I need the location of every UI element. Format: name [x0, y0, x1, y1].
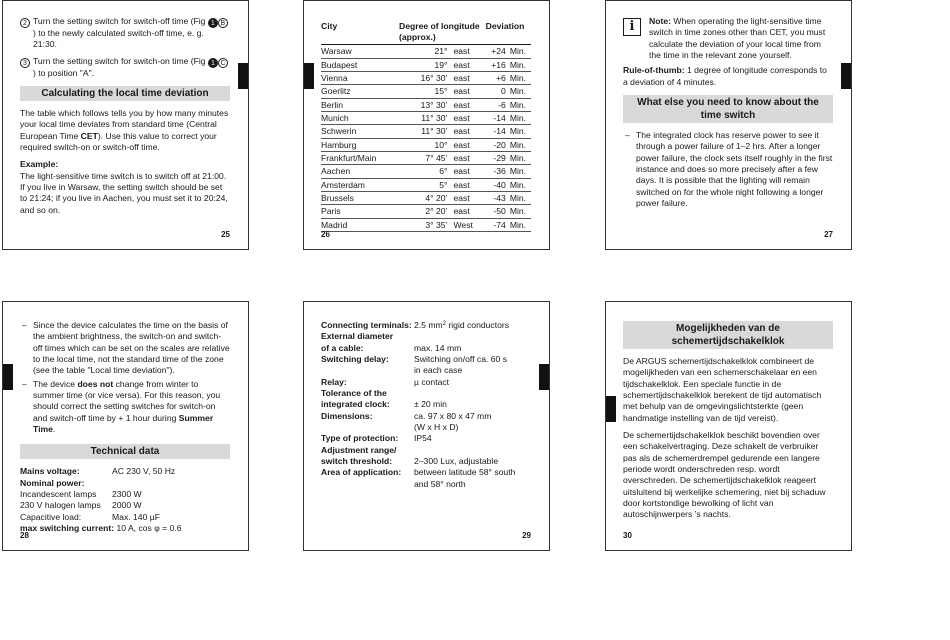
longitude-cell: 2° 20’: [399, 205, 453, 218]
spec-row: Switching delay: Switching on/off ca. 60 s: [321, 354, 507, 365]
example-paragraph: The light-sensitive time switch is to switch off at 21:00. If you live in Warsaw, the setting switch should be set to 21:24; if you live in Aachen, you must set it to 20:24, and so on.: [20, 170, 228, 215]
direction-cell: east: [453, 45, 485, 58]
thumb-tab-marker: [238, 63, 248, 89]
deviation-cell: +6: [486, 72, 510, 85]
step-2: 2 Turn the setting switch for switch-off time (Fig 1 B) to the newly calculated switch-off time, e. g. 21:30.: [20, 16, 230, 51]
longitude-cell: 3° 35’: [399, 218, 453, 231]
step-3: 3 Turn the setting switch for switch-on time (Fig 1 C) to position "A".: [20, 56, 230, 79]
section-heading: Mogelijkheden van de schemertijdschakelklok: [623, 321, 833, 349]
table-row: [321, 98, 531, 111]
spec-row: 230 V halogen lamps 2000 W: [20, 500, 142, 511]
page-number: 27: [824, 230, 833, 240]
spec-row: Dimensions: ca. 97 x 80 x 47 mm: [321, 410, 492, 421]
city-cell: Berlin: [321, 98, 399, 111]
table-row: [321, 125, 531, 138]
deviation-cell: +24: [486, 45, 510, 58]
section-heading: Technical data: [20, 444, 230, 459]
info-icon: i: [623, 18, 641, 36]
unit-cell: Min.: [510, 192, 531, 205]
unit-cell: Min.: [510, 138, 531, 151]
page-number: 30: [623, 531, 632, 541]
figure-badge: 1: [208, 58, 218, 68]
section-heading: Calculating the local time deviation: [20, 86, 230, 101]
table-row: [321, 178, 531, 191]
spec-row: Adjustment range/: [321, 444, 397, 455]
unit-cell: Min.: [510, 178, 531, 191]
example-label: Example:: [20, 159, 59, 170]
spec-row: Incandescent lamps 2300 W: [20, 489, 142, 500]
thumb-tab-marker: [606, 396, 616, 422]
table-row: [321, 152, 531, 165]
step-number-circle: 3: [20, 58, 30, 68]
deviation-cell: +16: [486, 58, 510, 71]
spec-row: Nominal power:: [20, 477, 85, 488]
city-cell: Amsterdam: [321, 178, 399, 191]
deviation-cell: -29: [486, 152, 510, 165]
unit-cell: Min.: [510, 218, 531, 231]
city-cell: Vienna: [321, 72, 399, 85]
city-cell: Goerlitz: [321, 85, 399, 98]
direction-cell: east: [453, 98, 485, 111]
step-number-circle: 2: [20, 18, 30, 28]
city-cell: Brussels: [321, 192, 399, 205]
section-heading: What else you need to know about the time switch: [623, 95, 833, 123]
longitude-cell: 11° 30’: [399, 112, 453, 125]
city-cell: Hamburg: [321, 138, 399, 151]
longitude-cell: 4° 20’: [399, 192, 453, 205]
deviation-cell: -6: [486, 98, 510, 111]
longitude-cell: 11° 30’: [399, 125, 453, 138]
technical-specs: [321, 320, 531, 490]
unit-cell: Min.: [510, 98, 531, 111]
note-block: i Note: When operating the light-sensitive time switch in time zones other than CET, you must calculate the deviation of your local time from the time in the relevant zone yourself.: [623, 16, 833, 61]
spec-row: of a cable: max. 14 mm: [321, 342, 462, 353]
paragraph: De schemertijdschakelklok beschikt bovendien over een schakelvertraging. Deze schakelt de verbruiker pas als de schemerdrempel gedurende een langere periode wordt onderschreden resp. wordt overschreden. De schemertijdschakelklok reageert uitsluitend bij werkelijke schemering, niet bij schaduw door kortstondige bewolking of licht van autoschijnwerpers ’s nachts.: [623, 430, 826, 520]
spec-row: and 58° north: [414, 478, 466, 489]
manual-page-26: [303, 0, 550, 250]
thumb-tab-marker: [3, 364, 13, 390]
deviation-cell: -14: [486, 125, 510, 138]
direction-cell: east: [453, 178, 485, 191]
city-cell: Aachen: [321, 165, 399, 178]
longitude-cell: 13° 30’: [399, 98, 453, 111]
direction-cell: east: [453, 205, 485, 218]
deviation-cell: 0: [486, 85, 510, 98]
city-cell: Frankfurt/Main: [321, 152, 399, 165]
page-number: 25: [221, 230, 230, 240]
city-cell: Schwerin: [321, 125, 399, 138]
direction-cell: east: [453, 152, 485, 165]
unit-cell: Min.: [510, 205, 531, 218]
direction-cell: east: [453, 72, 485, 85]
unit-cell: Min.: [510, 58, 531, 71]
manual-page-25: [2, 0, 249, 250]
longitude-cell: 16° 30’: [399, 72, 453, 85]
paragraph: De ARGUS schemertijdschakelklok combineert de mogelijkheden van een schemerschakelaar en een tijdschakelklok. Een speciale functie in de schemertijdschakelklok berekent de tijd automatisch met behulp van de omgevingslichtsterkte (geen handmatige instelling van de tijd vereist).: [623, 356, 822, 423]
page-number: 26: [321, 230, 330, 240]
direction-cell: West: [453, 218, 485, 231]
spec-row: Mains voltage: AC 230 V, 50 Hz: [20, 466, 176, 477]
manual-page-30: [605, 301, 852, 551]
direction-cell: east: [453, 112, 485, 125]
deviation-cell: -20: [486, 138, 510, 151]
list-item: – Since the device calculates the time on the basis of the ambient brightness, the switch-on and switch-off times which can be set on the scales are relative to the local time, not the standard time of the zone (see the table "Local time deviation").: [22, 320, 230, 376]
longitude-cell: 6°: [399, 165, 453, 178]
direction-cell: east: [453, 165, 485, 178]
figure-badge: 1: [208, 18, 218, 28]
direction-cell: east: [453, 192, 485, 205]
rule-of-thumb: Rule-of-thumb: 1 degree of longitude corresponds to a deviation of 4 minutes.: [623, 65, 827, 87]
table-row: [321, 205, 531, 218]
thumb-tab-marker: [539, 364, 549, 390]
table-row: [321, 112, 531, 125]
page-number: 29: [522, 531, 531, 541]
city-cell: Budapest: [321, 58, 399, 71]
manual-page-28: [2, 301, 249, 551]
longitude-cell: 21°: [399, 45, 453, 58]
deviation-cell: -36: [486, 165, 510, 178]
spec-row: integrated clock: ± 20 min: [321, 399, 447, 410]
time-deviation-table: [321, 21, 531, 232]
spec-row: Capacitive load: Max. 140 µF: [20, 511, 160, 522]
spec-row: max switching current: 10 A, cos φ = 0.6: [20, 523, 182, 534]
table-row: [321, 45, 531, 58]
column-header-longitude: Degree of longitude (approx.): [399, 21, 486, 45]
deviation-cell: -74: [486, 218, 510, 231]
spec-row: in each case: [414, 365, 463, 376]
spec-row: Connecting terminals: 2.5 $mm^2$ rigid conductors: [321, 320, 510, 330]
table-row: [321, 165, 531, 178]
spec-row: Tolerance of the: [321, 388, 387, 399]
table-row: [321, 85, 531, 98]
longitude-cell: 5°: [399, 178, 453, 191]
manual-page-29: [303, 301, 550, 551]
longitude-cell: 10°: [399, 138, 453, 151]
longitude-cell: 7° 45’: [399, 152, 453, 165]
deviation-cell: -40: [486, 178, 510, 191]
table-row: [321, 138, 531, 151]
longitude-cell: 19°: [399, 58, 453, 71]
deviation-cell: -43: [486, 192, 510, 205]
table-row: [321, 72, 531, 85]
intro-paragraph: The table which follows tells you by how many minutes your local time deviates from standard time (Central European Time CET). Use this value to correct your required switch-on or switch-off time.: [20, 108, 229, 153]
spec-row: switch threshold: 2–300 Lux, adjustable: [321, 456, 499, 467]
direction-cell: east: [453, 125, 485, 138]
table-row: [321, 218, 531, 231]
city-cell: Warsaw: [321, 45, 399, 58]
figure-part-badge: B: [218, 18, 228, 28]
spec-row: Area of application: between latitude 58° south: [321, 467, 516, 478]
unit-cell: Min.: [510, 112, 531, 125]
longitude-cell: 15°: [399, 85, 453, 98]
unit-cell: Min.: [510, 85, 531, 98]
table-row: [321, 192, 531, 205]
unit-cell: Min.: [510, 125, 531, 138]
direction-cell: east: [453, 85, 485, 98]
table-row: [321, 58, 531, 71]
unit-cell: Min.: [510, 45, 531, 58]
direction-cell: east: [453, 58, 485, 71]
thumb-tab-marker: [304, 63, 314, 89]
unit-cell: Min.: [510, 165, 531, 178]
thumb-tab-marker: [841, 63, 851, 89]
page-number: 28: [20, 531, 29, 541]
spec-row: (W x H x D): [414, 422, 459, 433]
unit-cell: Min.: [510, 152, 531, 165]
spec-row: Relay: µ contact: [321, 376, 450, 387]
spec-row: External diameter: [321, 331, 394, 342]
unit-cell: Min.: [510, 72, 531, 85]
column-header-city: City: [321, 21, 399, 45]
city-cell: Madrid: [321, 218, 399, 231]
deviation-cell: -50: [486, 205, 510, 218]
manual-page-27: [605, 0, 852, 250]
spec-row: Type of protection: IP54: [321, 433, 432, 444]
figure-part-badge: C: [218, 58, 228, 68]
column-header-deviation: Deviation: [486, 21, 531, 45]
list-item: – The device does not change from winter to summer time (or vice versa). For this reason, you should correct the setting switches for switch-on and switch-off time by + 1 hour during Summer Time.: [22, 378, 221, 435]
list-item: – The integrated clock has reserve power to see it through a power failure of 1–2 hrs. After a longer power failure, the clock sets itself roughly in the first instance and does so more precisely after a few days. It is possible that the lighting will remain switched on for the whole night following a longer power failure.: [625, 130, 833, 209]
city-cell: Munich: [321, 112, 399, 125]
direction-cell: east: [453, 138, 485, 151]
deviation-cell: -14: [486, 112, 510, 125]
city-cell: Paris: [321, 205, 399, 218]
